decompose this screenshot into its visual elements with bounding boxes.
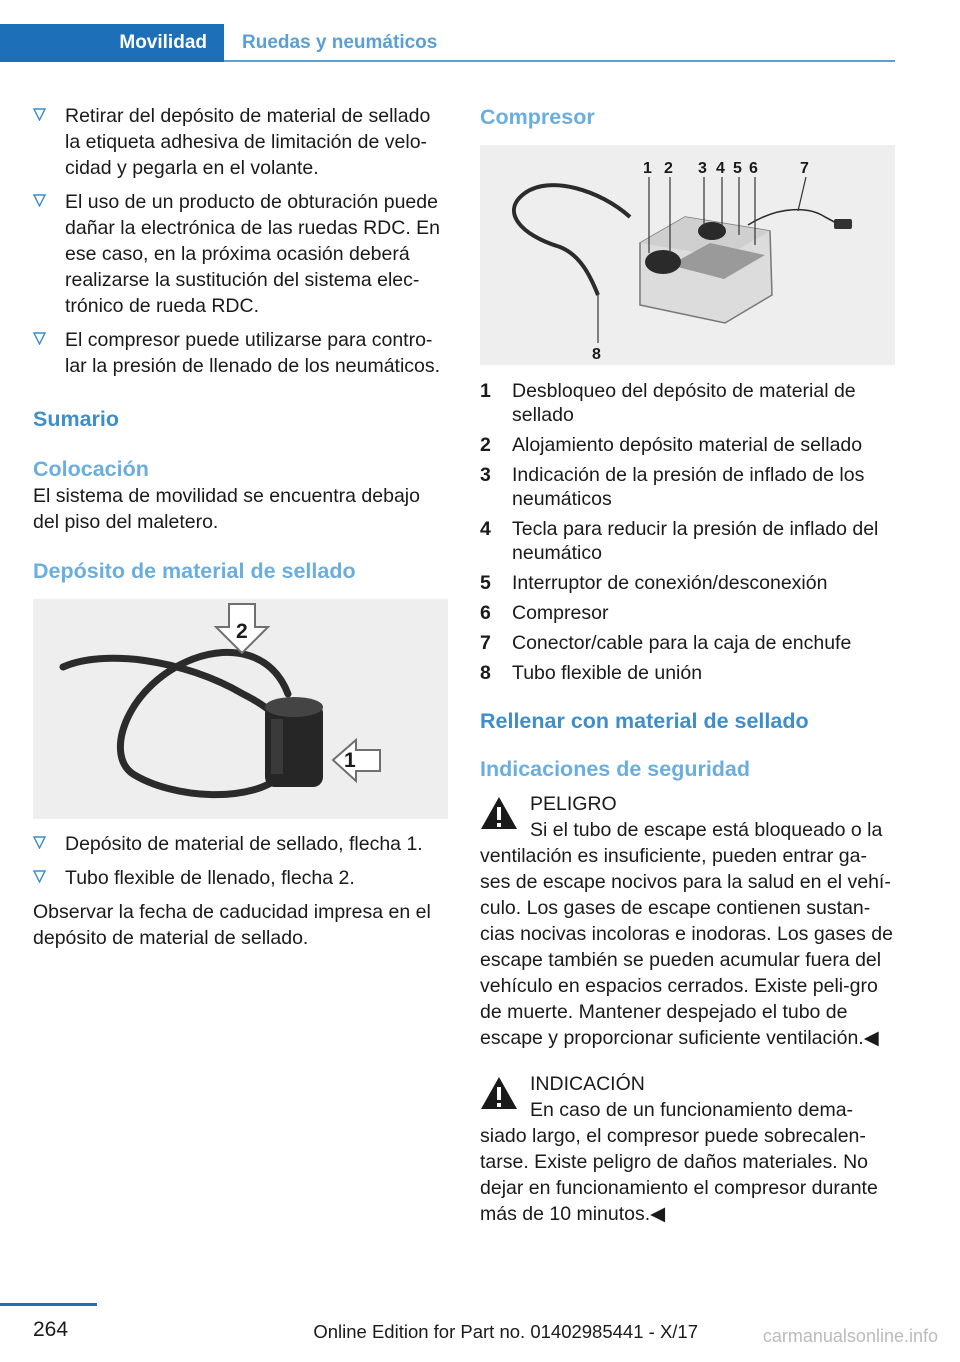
list-item (480, 571, 895, 595)
bullet-item (33, 831, 448, 857)
warning-text-first: En caso de un funcionamiento dema- (530, 1099, 854, 1121)
heading-colocacion: Colocación (33, 457, 149, 481)
warning-triangle-icon (480, 1075, 518, 1111)
heading-seguridad: Indicaciones de seguridad (480, 757, 751, 781)
expiry-note: Observar la fecha de caducidad impresa en el depósito de material de sellado. (33, 901, 431, 949)
warning-text-first: Si el tubo de escape está bloqueado o la (530, 819, 883, 841)
bullet-text: Depósito de material de sellado, flecha 1. (65, 833, 423, 855)
bullet-item (33, 189, 448, 319)
list-text: Tecla para reducir la presión de inflado del neumático (512, 518, 879, 564)
figure-label-7: 7 (800, 160, 809, 177)
list-item (480, 433, 895, 457)
figure-label-5: 5 (733, 160, 742, 177)
list-number: 8 (480, 662, 491, 684)
triangle-bullet-icon (33, 194, 46, 207)
bullet-item (33, 865, 448, 891)
list-item (480, 661, 895, 685)
compressor-figure (480, 145, 895, 365)
bullet-item (33, 103, 448, 181)
warning-indicacion (480, 1071, 895, 1227)
list-number: 5 (480, 572, 491, 594)
warning-text: siado largo, el compresor puede sobrecalen-tarse. Existe peligro de daños materiales. No dejar en funcionamiento el compresor durante más de 10 minutos.◀ (480, 1125, 878, 1225)
list-text: Desbloqueo del depósito de material de sellado (512, 380, 856, 426)
list-text: Compresor (512, 602, 609, 624)
bullet-text: Retirar del depósito de material de sellado la etiqueta adhesiva de limitación de velo-cidad y pegarla en el volante. (65, 105, 431, 179)
figure-label-1: 1 (643, 160, 652, 177)
left-column (33, 100, 448, 951)
figure-label-1: 1 (344, 749, 356, 772)
warning-text: ventilación es insuficiente, pueden entrar ga-ses de escape nocivos para la salud en el vehí-culo. Los gases de escape contienen sustan-cias nocivas incoloras e inodoras. Los gases de escape también se pueden acumular fuera del vehículo en espacios cerrados. Existe peli-gro de muerte. Mantener despejado el tubo de escape y proporcionar suficiente ventilación.◀ (480, 845, 893, 1049)
triangle-bullet-icon (33, 870, 46, 883)
triangle-bullet-icon (33, 108, 46, 121)
sealant-figure (33, 599, 448, 819)
colocacion-text: El sistema de movilidad se encuentra debajo del piso del maletero. (33, 485, 420, 533)
triangle-bullet-icon (33, 332, 46, 345)
list-number: 7 (480, 632, 491, 654)
figure-label-4: 4 (716, 160, 725, 177)
bullet-item (33, 327, 448, 379)
right-column (480, 100, 895, 1227)
sealant-illustration (33, 599, 448, 819)
list-item (480, 379, 895, 427)
figure-label-2: 2 (236, 620, 248, 643)
list-number: 4 (480, 518, 491, 540)
warning-triangle-icon (480, 795, 518, 831)
component-list (480, 379, 895, 685)
list-text: Tubo flexible de unión (512, 662, 703, 684)
tab-movilidad[interactable]: Movilidad (0, 24, 224, 62)
header-bar (0, 24, 895, 62)
header-divider (224, 60, 895, 62)
bullet-text: El uso de un producto de obturación puede dañar la electrónica de las ruedas RDC. En ese caso, en la próxima ocasión deberá realizarse la sustitución del sistema elec-trónico de rueda RDC. (65, 191, 441, 317)
list-item (480, 463, 895, 511)
list-text: Indicación de la presión de inflado de los neumáticos (512, 464, 865, 510)
list-text: Conector/cable para la caja de enchufe (512, 632, 852, 654)
list-item (480, 601, 895, 625)
bullet-text: El compresor puede utilizarse para contro-lar la presión de llenado de los neumáticos. (65, 329, 441, 377)
edition-text: Online Edition for Part no. 01402985441 - X/17 (313, 1321, 698, 1342)
list-number: 6 (480, 602, 491, 624)
footer-divider (0, 1303, 97, 1306)
figure-label-2: 2 (664, 160, 673, 177)
list-item (480, 517, 895, 565)
warning-peligro (480, 791, 895, 1051)
heading-sumario: Sumario (33, 407, 120, 431)
figure-label-3: 3 (698, 160, 707, 177)
tab-ruedas-neumaticos[interactable]: Ruedas y neumáticos (242, 32, 438, 53)
figure-label-8: 8 (592, 346, 601, 363)
watermark: carmanualsonline.info (762, 1326, 938, 1346)
bullet-text: Tubo flexible de llenado, flecha 2. (65, 867, 355, 889)
list-number: 1 (480, 380, 491, 402)
warning-title: PELIGRO (530, 793, 617, 815)
page-number: 264 (33, 1318, 69, 1341)
warning-title: INDICACIÓN (530, 1073, 645, 1095)
heading-rellenar: Rellenar con material de sellado (480, 709, 809, 733)
list-number: 3 (480, 464, 491, 486)
heading-deposito: Depósito de material de sellado (33, 559, 356, 583)
heading-compresor: Compresor (480, 105, 595, 129)
list-number: 2 (480, 434, 491, 456)
compressor-illustration (480, 145, 895, 365)
list-text: Alojamiento depósito material de sellado (512, 434, 863, 456)
triangle-bullet-icon (33, 836, 46, 849)
list-item (480, 631, 895, 655)
list-text: Interruptor de conexión/desconexión (512, 572, 828, 594)
figure-label-6: 6 (749, 160, 758, 177)
